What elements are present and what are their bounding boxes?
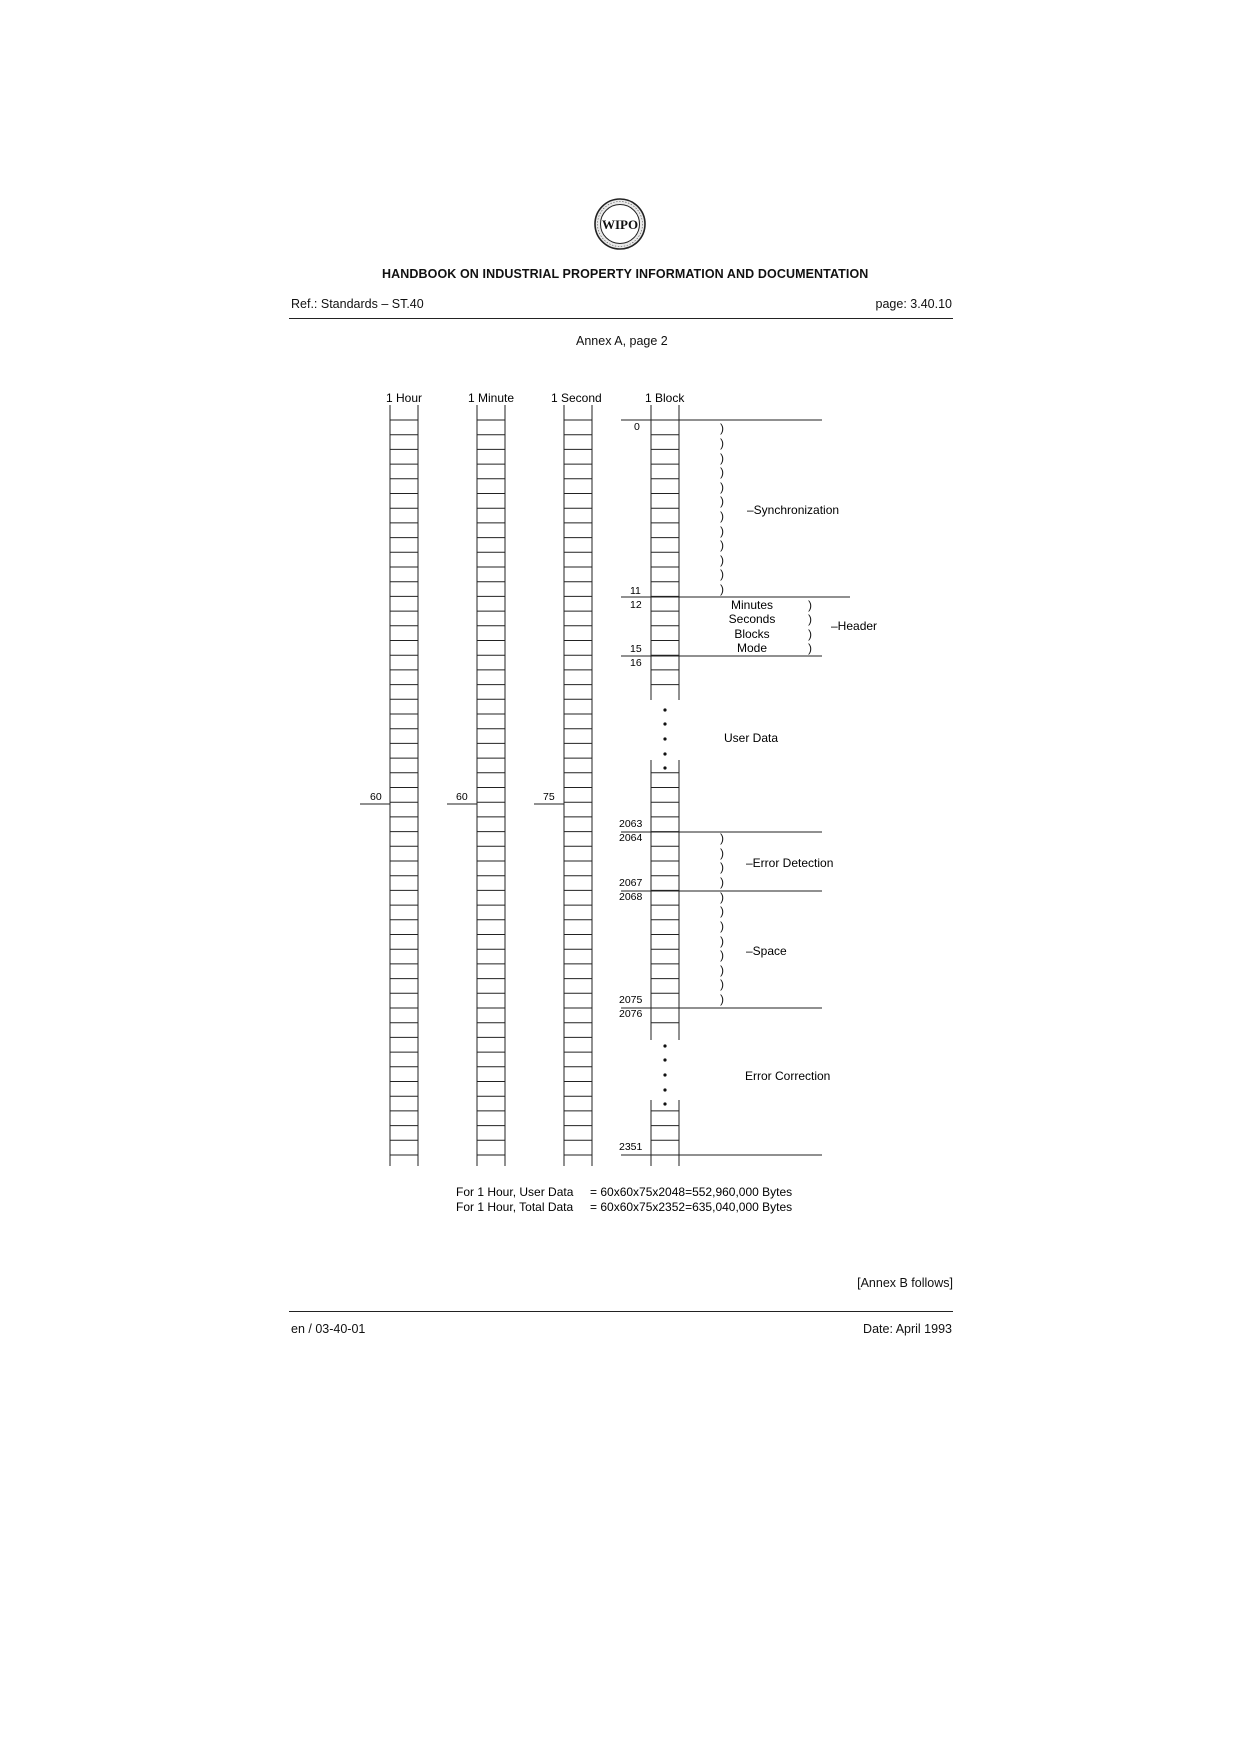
ellipsis-dots: [663, 708, 666, 1105]
column-label-hour: 1 Hour: [386, 391, 423, 405]
bracket-mark: ): [720, 860, 724, 874]
ellipsis-dot: [663, 766, 666, 769]
ellipsis-dot: [663, 708, 666, 711]
bracket-mark: ): [720, 890, 724, 904]
annex-label: Annex A, page 2: [576, 334, 668, 348]
bracket-mark: ): [720, 919, 724, 933]
bracket-mark: ): [720, 948, 724, 962]
space-label: –Space: [746, 944, 787, 958]
block-number: 11: [630, 585, 641, 597]
error-correction-label: Error Correction: [745, 1069, 831, 1083]
bracket-mark: ): [720, 509, 724, 523]
block-number: 2351: [619, 1141, 643, 1153]
footer-doc-code: en / 03-40-01: [291, 1322, 366, 1336]
ladder-columns: [390, 405, 679, 1166]
second-count: 75: [543, 791, 555, 803]
column-label-minute: 1 Minute: [468, 391, 515, 405]
bracket-mark: ): [808, 627, 812, 641]
bracket-mark: ): [720, 875, 724, 889]
bracket-mark: ): [808, 598, 812, 612]
column-label-second: 1 Second: [551, 391, 602, 405]
bracket-mark: ): [720, 451, 724, 465]
bracket-mark: ): [720, 934, 724, 948]
footer-rule: [289, 1311, 953, 1312]
bracket-mark: ): [808, 641, 812, 655]
header-item-minutes: Minutes: [730, 598, 774, 612]
bracket-mark: ): [720, 421, 724, 435]
annex-follows-note: [Annex B follows]: [857, 1276, 953, 1290]
formula-total-data-label: For 1 Hour, Total Data: [456, 1200, 574, 1214]
formula-user-data-value: = 60x60x75x2048=552,960,000 Bytes: [590, 1185, 793, 1199]
column-label-block: 1 Block: [645, 391, 685, 405]
ellipsis-dot: [663, 1088, 666, 1091]
block-number: 2068: [619, 891, 643, 903]
ref-label: Ref.: Standards – ST.40: [291, 297, 424, 311]
bracket-mark: ): [720, 524, 724, 538]
bracket-mark: ): [720, 831, 724, 845]
user-data-label: User Data: [724, 731, 779, 745]
handbook-title: HANDBOOK ON INDUSTRIAL PROPERTY INFORMATION AND DOCUMENTATION: [382, 267, 869, 281]
ellipsis-dot: [663, 722, 666, 725]
bracket-mark: ): [720, 494, 724, 508]
hour-count: 60: [370, 791, 382, 803]
bracket-mark: ): [720, 963, 724, 977]
ellipsis-dot: [663, 737, 666, 740]
header-item-blocks: Blocks: [734, 627, 770, 641]
page-number: page: 3.40.10: [875, 297, 952, 311]
bracket-mark: ): [720, 436, 724, 450]
bracket-mark: ): [720, 465, 724, 479]
block-number: 2075: [619, 994, 643, 1006]
block-number: 2076: [619, 1008, 643, 1020]
header-item-seconds: Seconds: [728, 612, 776, 626]
block-number: 12: [630, 599, 642, 611]
ellipsis-dot: [663, 1073, 666, 1076]
bracket-mark: ): [720, 582, 724, 596]
error-detection-label: –Error Detection: [746, 856, 834, 870]
bracket-mark: ): [720, 538, 724, 552]
block-number: 15: [630, 643, 642, 655]
formula-user-data-label: For 1 Hour, User Data: [456, 1185, 574, 1199]
bracket-mark: ): [720, 904, 724, 918]
bracket-mark: ): [720, 480, 724, 494]
annotation-lines: [360, 420, 850, 1155]
svg-text:WIPO: WIPO: [601, 217, 639, 232]
bracket-mark: ): [720, 846, 724, 860]
synchronization-label: –Synchronization: [747, 503, 840, 517]
bracket-mark: ): [720, 553, 724, 567]
bracket-mark: ): [720, 992, 724, 1006]
block-number: 2064: [619, 832, 643, 844]
bracket-mark: ): [808, 612, 812, 626]
ellipsis-dot: [663, 1044, 666, 1047]
block-number: 2067: [619, 877, 643, 889]
ellipsis-dot: [663, 752, 666, 755]
bracket-mark: ): [720, 567, 724, 581]
block-number: 0: [634, 421, 640, 433]
minute-count: 60: [456, 791, 468, 803]
ellipsis-dot: [663, 1102, 666, 1105]
header-item-mode: Mode: [736, 641, 768, 655]
ellipsis-dot: [663, 1058, 666, 1061]
block-number: 2063: [619, 818, 643, 830]
formula-total-data-value: = 60x60x75x2352=635,040,000 Bytes: [590, 1200, 793, 1214]
footer-date: Date: April 1993: [863, 1322, 952, 1336]
bracket-mark: ): [720, 977, 724, 991]
block-number: 16: [630, 657, 642, 669]
header-label: –Header: [831, 619, 878, 633]
